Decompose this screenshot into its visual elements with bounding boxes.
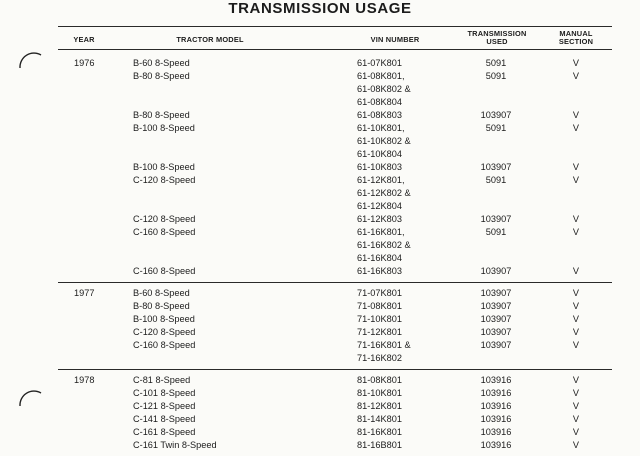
model-cell: C-120 8-Speed [133,174,196,185]
manual-section-cell: V [572,313,580,324]
model-cell: C-121 8-Speed [133,401,196,412]
column-header-transmission-line1: TRANSMISSION [467,29,527,38]
transmission-cell: 5091 [485,227,507,238]
model-cell: B-80 8-Speed [133,70,190,81]
manual-section-cell: V [572,339,580,350]
transmission-cell: 5091 [485,122,507,133]
column-header-tractor-model: TRACTOR MODEL [176,35,244,44]
manual-section-cell: V [572,388,580,399]
transmission-cell: 103916 [480,440,512,451]
transmission-cell: 103907 [480,313,512,324]
manual-section-cell: V [572,266,580,277]
column-header-transmission-line2: USED [486,37,508,46]
vin-cell: 71-16K802 [357,352,402,363]
transmission-cell: 103907 [480,161,512,172]
year-cell: 1977 [74,287,95,298]
manual-section-cell: V [572,326,580,337]
transmission-cell: 5091 [485,57,507,68]
vin-cell: 61-10K802 & [357,135,411,146]
model-cell: C-101 8-Speed [133,388,196,399]
vin-cell: 71-08K801 [357,300,402,311]
model-cell: B-60 8-Speed [133,57,190,68]
manual-section-cell: V [572,70,580,81]
vin-cell: 81-16B801 [357,440,402,451]
manual-section-cell: V [572,214,580,225]
transmission-cell: 103916 [480,401,512,412]
model-cell: C-81 8-Speed [133,375,191,385]
vin-cell: 61-07K801 [357,57,402,68]
model-cell: B-100 8-Speed [133,122,195,133]
transmission-cell: 103916 [480,414,512,425]
transmission-cell: 103907 [480,109,512,120]
transmission-cell: 103916 [480,427,512,438]
column-header-manual-line2: SECTION [558,37,594,46]
vin-cell: 61-10K803 [357,161,402,172]
vin-cell: 61-08K801, [357,70,405,81]
model-cell: B-100 8-Speed [133,161,195,172]
binder-hole-icon [14,46,44,76]
vin-cell: 61-12K802 & [357,188,411,198]
manual-section-cell: V [572,227,580,238]
model-cell: C-160 8-Speed [133,227,196,238]
manual-section-cell: V [572,300,580,311]
vin-cell: 61-16K802 & [357,240,411,251]
vin-cell: 81-12K801 [357,401,402,412]
vin-cell: 71-16K801 & [357,339,411,350]
manual-section-cell: V [572,287,580,298]
binder-hole-icon [14,384,44,414]
manual-section-cell: V [572,122,580,133]
page-title: TRANSMISSION USAGE [228,0,412,17]
manual-section-cell: V [572,174,580,185]
vin-cell: 61-08K803 [357,109,402,120]
model-cell: C-120 8-Speed [133,214,196,225]
header-bottom-rule [58,49,612,50]
vin-cell: 61-10K804 [357,148,402,159]
column-header-year: YEAR [73,35,95,44]
manual-section-cell: V [572,161,580,172]
vin-cell: 61-12K801, [357,174,405,185]
transmission-cell: 5091 [485,174,507,185]
year-group-rule [58,369,612,370]
manual-section-cell: V [572,57,580,68]
vin-cell: 61-16K803 [357,266,402,277]
manual-section-cell: V [572,375,580,385]
vin-cell: 71-12K801 [357,326,402,337]
vin-cell: 81-10K801 [357,388,402,399]
year-group-rule [58,282,612,283]
model-cell: B-60 8-Speed [133,287,190,298]
vin-cell: 61-16K801, [357,227,405,238]
model-cell: C-160 8-Speed [133,339,196,350]
vin-cell: 61-10K801, [357,122,405,133]
vin-cell: 81-08K801 [357,375,402,385]
vin-cell: 61-08K804 [357,96,402,107]
vin-cell: 61-16K804 [357,253,402,264]
transmission-cell: 103907 [480,300,512,311]
column-header-transmission [456,30,538,46]
manual-section-cell: V [572,109,580,120]
manual-section-cell: V [572,414,580,425]
model-cell: B-80 8-Speed [133,300,190,311]
model-cell: C-141 8-Speed [133,414,196,425]
vin-cell: 61-12K804 [357,201,402,212]
transmission-cell: 103907 [480,266,512,277]
vin-cell: 81-16K801 [357,427,402,438]
transmission-cell: 103907 [480,214,512,225]
manual-section-cell: V [572,427,580,438]
header-top-rule [58,26,612,27]
model-cell: C-161 8-Speed [133,427,196,438]
transmission-cell: 103916 [480,388,512,399]
model-cell: B-80 8-Speed [133,109,190,120]
model-cell: C-120 8-Speed [133,326,196,337]
transmission-cell: 103907 [480,326,512,337]
vin-cell: 61-08K802 & [357,83,411,94]
vin-cell: 71-07K801 [357,287,402,298]
manual-section-cell: V [572,440,580,451]
column-header-manual-section [546,30,606,46]
year-cell: 1978 [74,375,95,385]
transmission-cell: 103907 [480,339,512,350]
transmission-cell: 103907 [480,287,512,298]
model-cell: C-161 Twin 8-Speed [133,440,217,451]
column-header-vin-number: VIN NUMBER [370,35,420,44]
vin-cell: 81-14K801 [357,414,402,425]
model-cell: C-160 8-Speed [133,266,196,277]
transmission-cell: 5091 [485,70,507,81]
column-header-manual-line1: MANUAL [559,29,593,38]
transmission-cell: 103916 [480,375,512,385]
year-cell: 1976 [74,57,95,68]
model-cell: B-100 8-Speed [133,313,195,324]
manual-section-cell: V [572,401,580,412]
vin-cell: 61-12K803 [357,214,402,225]
vin-cell: 71-10K801 [357,313,402,324]
